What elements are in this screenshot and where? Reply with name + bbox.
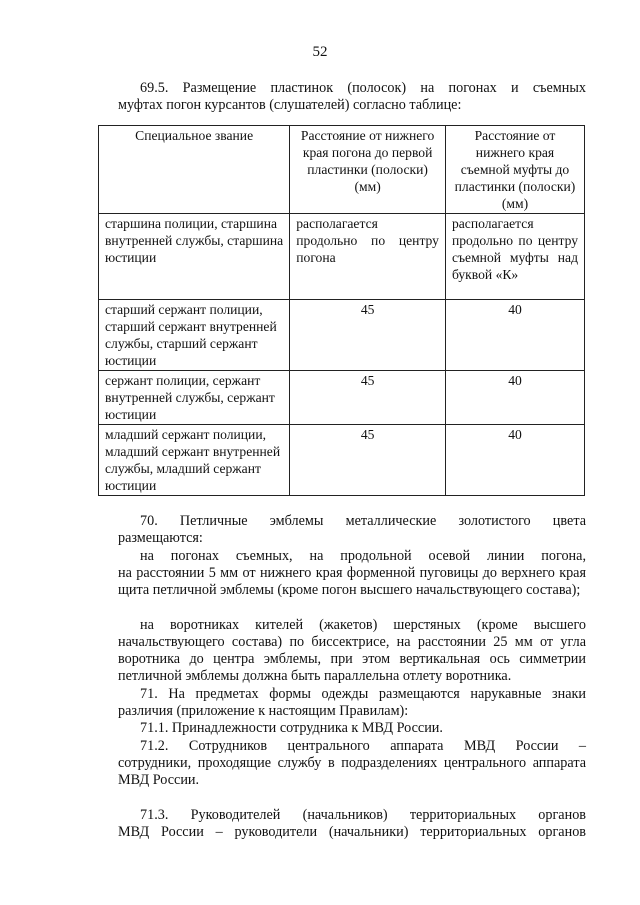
header-rank: Специальное звание [99, 126, 290, 214]
rank-cell: старший сержант полиции, старший сержант внутренней службы, старший сержант юстиции [99, 300, 290, 371]
paragraph-71-2-rest: сотрудники, проходящие службу в подразделениях центрального аппарата МВД России. [118, 755, 586, 789]
header-epaulet-distance: Расстояние от нижнего края погона до первой пластинки (полоски) (мм) [290, 126, 446, 214]
paragraph-70-line-1: 70. Петличные эмблемы металлические золотистого цвета [140, 513, 586, 529]
paragraph-71-line-2: различия (приложение к настоящим Правилам): [118, 703, 409, 719]
intro-line-1: 69.5. Размещение пластинок (полосок) на погонах и съемных [140, 80, 586, 96]
paragraph-71-line-1: 71. На предметах формы одежды размещаются нарукавные знаки [140, 686, 586, 702]
epaulet-distance-cell: 45 [290, 300, 446, 371]
paragraph-71-2-line-1: 71.2. Сотрудников центрального аппарата МВД России – [140, 738, 586, 754]
epaulet-distance-cell: располагается продольно по центру погона [290, 214, 446, 300]
rank-cell: сержант полиции, сержант внутренней службы, сержант юстиции [99, 371, 290, 425]
rank-cell: старшина полиции, старшина внутренней службы, старшина юстиции [99, 214, 290, 300]
intro-line-2: муфтах погон курсантов (слушателей) согласно таблице: [118, 97, 462, 113]
rank-cell: младший сержант полиции, младший сержант внутренней службы, младший сержант юстиции [99, 425, 290, 496]
table-row [99, 371, 585, 425]
paragraph-71-3-line-1: 71.3. Руководителей (начальников) территориальных органов [140, 807, 586, 823]
paragraph-70b-line-1: на воротниках кителей (жакетов) шерстяных (кроме высшего [140, 617, 586, 633]
sleeve-distance-cell: 40 [445, 425, 584, 496]
sleeve-distance-cell: 40 [445, 300, 584, 371]
table-header-row [99, 126, 585, 214]
page-number: 52 [312, 44, 328, 60]
paragraph-70a-line-1: на погонах съемных, на продольной осевой линии погона, [140, 548, 586, 564]
epaulet-distance-cell: 45 [290, 425, 446, 496]
rank-table [98, 125, 585, 496]
table-row [99, 300, 585, 371]
header-sleeve-distance: Расстояние от нижнего края съемной муфты до пластинки (полоски) (мм) [445, 126, 584, 214]
epaulet-distance-cell: 45 [290, 371, 446, 425]
sleeve-distance-cell: 40 [445, 371, 584, 425]
paragraph-71-3-line-2: МВД России – руководители (начальники) территориальных органов [118, 824, 586, 840]
table-row [99, 425, 585, 496]
paragraph-70-line-2: размещаются: [118, 530, 203, 546]
paragraph-71-1: 71.1. Принадлежности сотрудника к МВД России. [140, 720, 443, 736]
paragraph-70a-rest: на расстоянии 5 мм от нижнего края форменной пуговицы до верхнего края щита петличной эмблемы (кроме погон высшего начальствующего состава); [118, 565, 586, 599]
table-row [99, 214, 585, 300]
paragraph-70b-rest: начальствующего состава) по биссектрисе, на расстоянии 25 мм от угла воротника до центра эмблемы, при этом вертикальная ось симметрии петличной эмблемы должна быть параллельна отлету воротника. [118, 634, 586, 685]
sleeve-distance-cell: располагается продольно по центру съемной муфты над буквой «К» [445, 214, 584, 300]
